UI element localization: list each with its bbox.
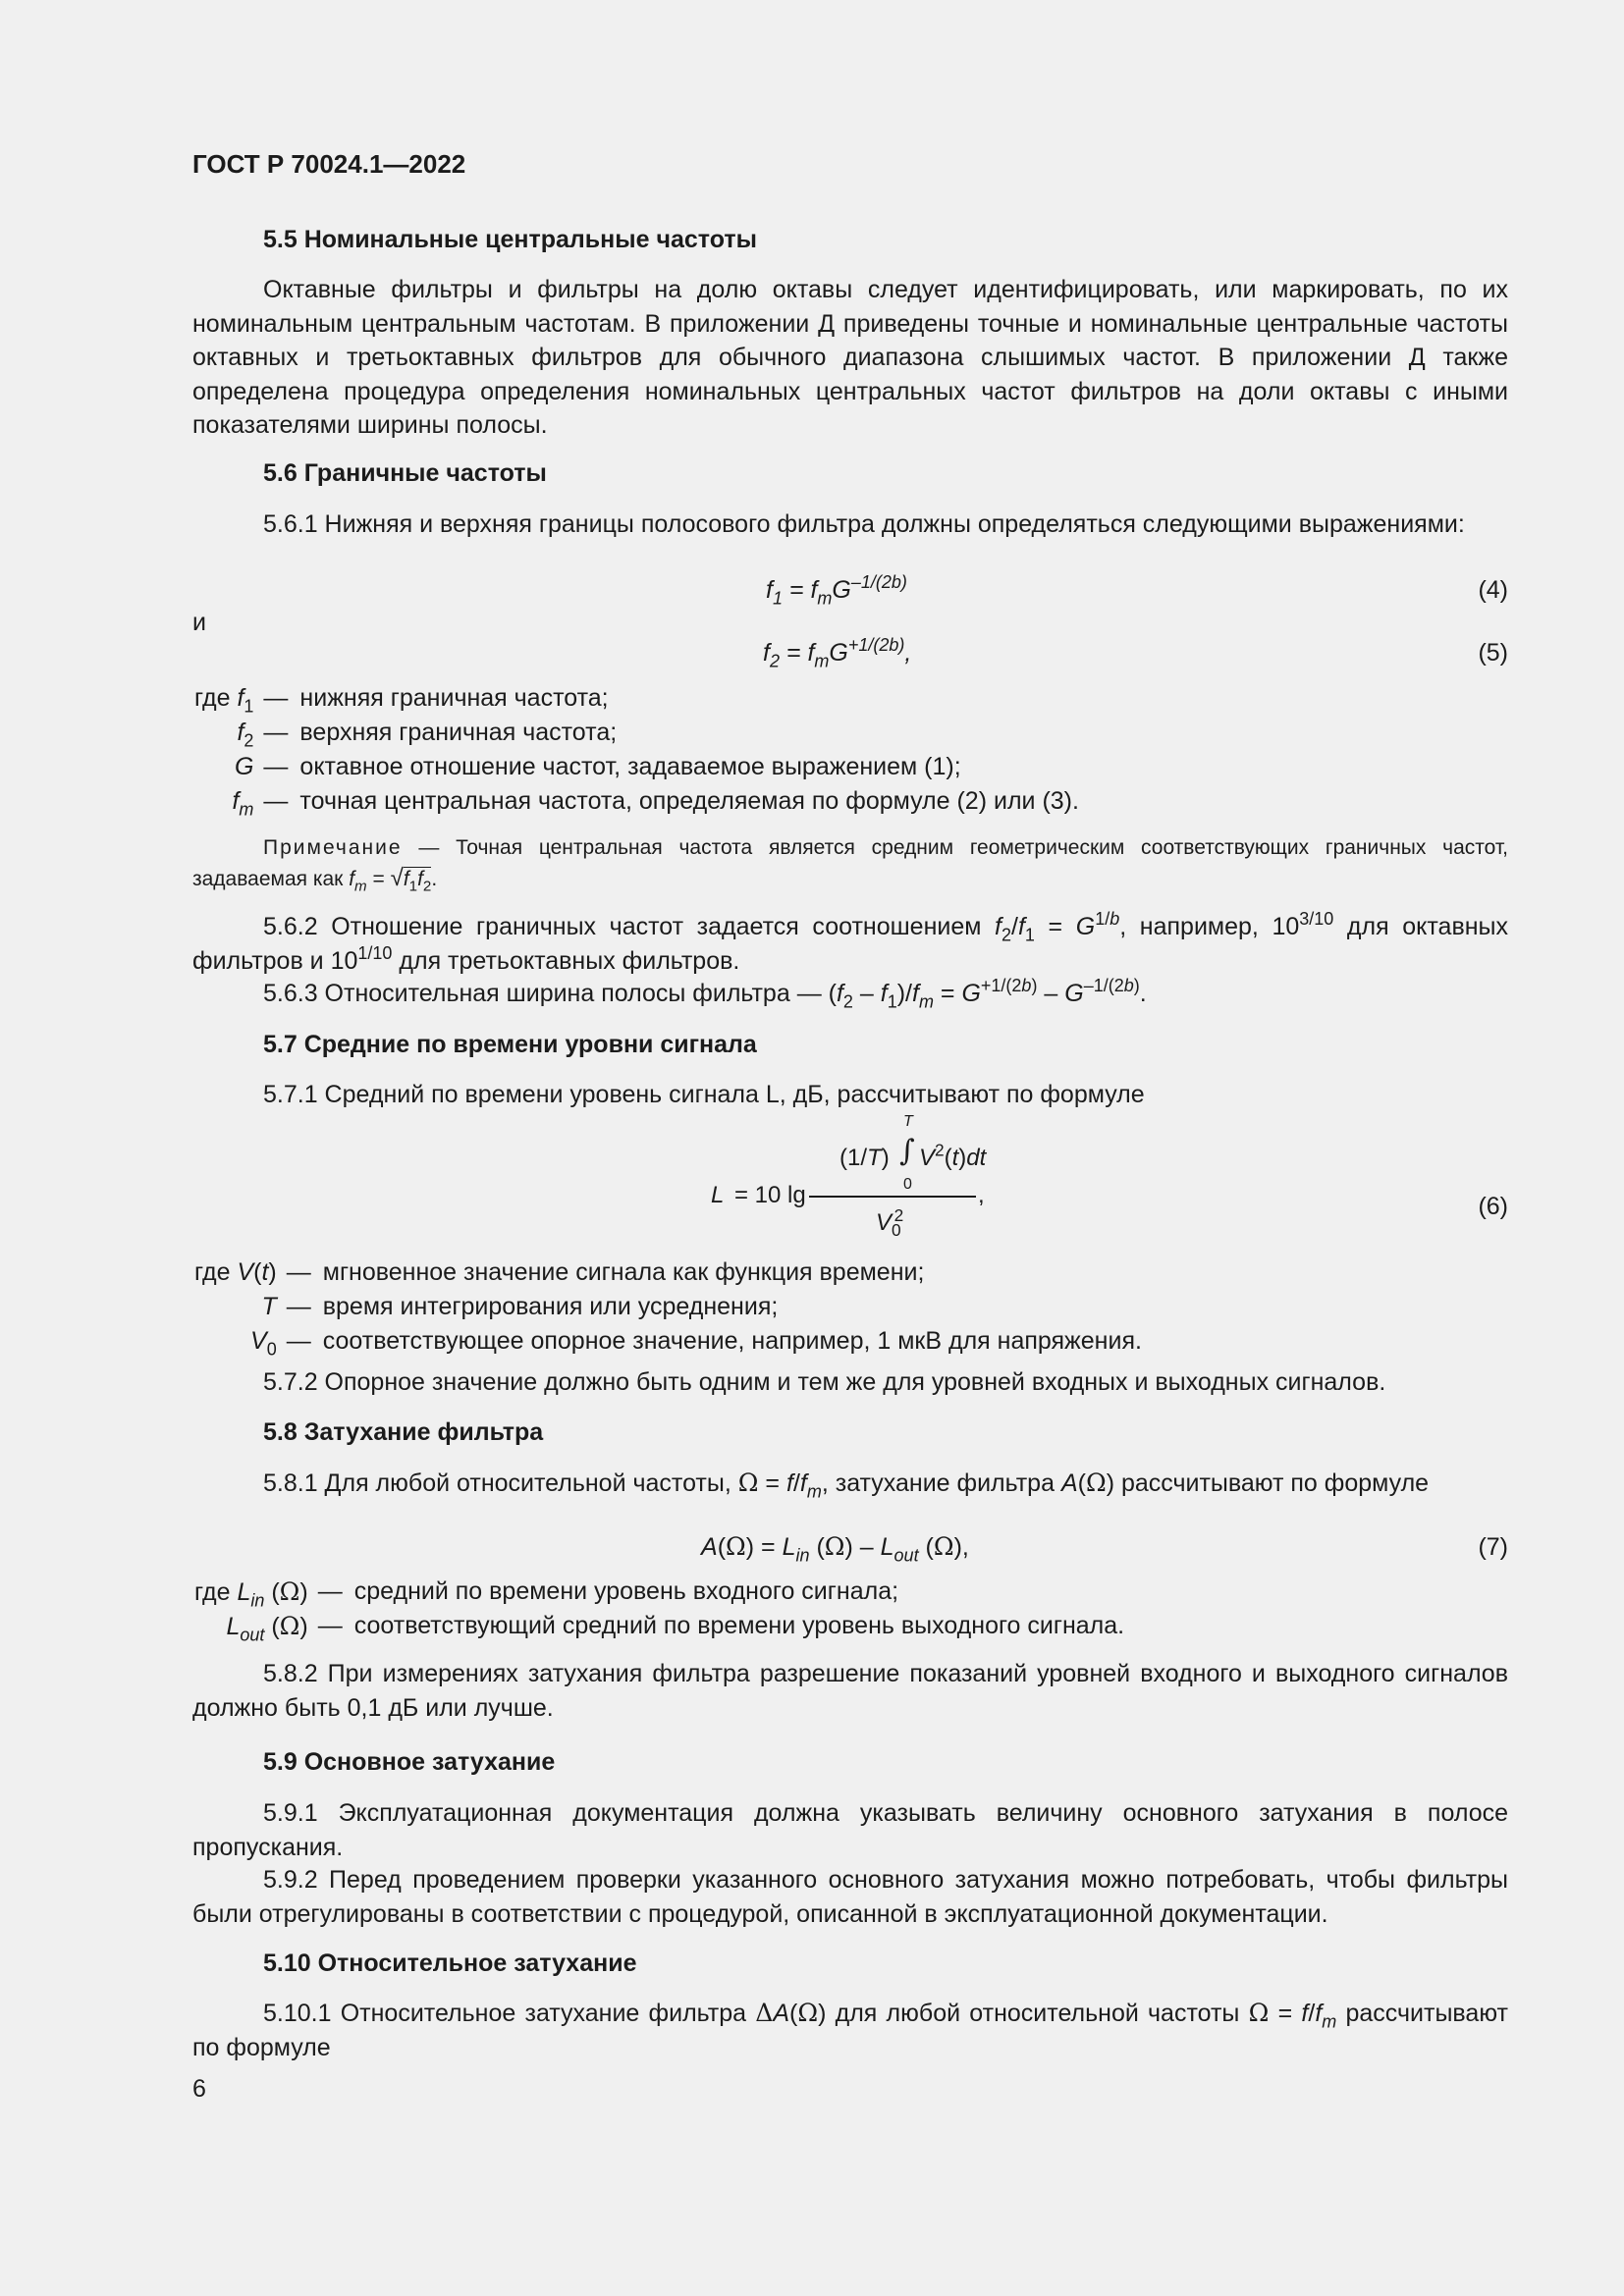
section-5-6-title: 5.6 Граничные частоты [263,459,547,487]
paragraph-5-8-1: 5.8.1 Для любой относительной частоты, $\Omega = f/f_m$, затухание фильтра A(Ω) рассчитывают по формуле [263,1468,1430,1502]
equation-7: $A(\Omega) = L_{in}$ $(\Omega) - L_{out}$ (Ω), [701,1532,969,1566]
definitions-list-5-6 [194,681,1079,819]
paragraph-5-6-3: 5.6.3 Относительная ширина полосы фильтра — $(f_2 - f_1)/f_m = G^{+1/(2b)} - G^{-1/(2b)}$. [263,976,1147,1012]
definition-row: $f_m$ — точная центральная частота, определяемая по формуле (2) или (3). [194,784,1079,819]
definition-row: $f_2$ — верхняя граничная частота; [194,716,1079,750]
section-5-7-title: 5.7 Средние по времени уровни сигнала [263,1031,757,1058]
paragraph-5-10-1: 5.10.1 Относительное затухание фильтра ΔA(Ω) для любой относительной частоты $\Omega = f/f_m$ рассчитывают по формуле [192,1999,1508,2061]
paragraph-5-6-1: 5.6.1 Нижняя и верхняя границы полосового фильтра должны определяться следующими выражениями: [263,510,1465,538]
equation-5: $f_2 = f_mG^{+1/(2b)}$, [763,635,912,671]
paragraph-5-6-2: 5.6.2 Отношение граничных частот задается соотношением $f_2/f_1 = G^{1/b}$, например, $10^{3/10}$ для октавных фильтров и $10^{1/10}$ для третьоктавных фильтров. [192,909,1509,975]
note-label: Примечание [263,836,403,859]
paragraph-5-7-2: 5.7.2 Опорное значение должно быть одним и тем же для уровней входных и выходных сигналов. [263,1368,1386,1396]
definition-row: где $f_1$ — нижняя граничная частота; [194,681,1079,716]
definition-text: верхняя граничная частота; [299,719,618,746]
document-header: ГОСТ Р 70024.1—2022 [192,149,466,179]
paragraph-5-8-2: 5.8.2 При измерениях затухания фильтра разрешение показаний уровней входного и выходного сигналов должно быть 0,1 дБ или лучше. [192,1660,1508,1722]
document-page [192,0,1508,2296]
definition-row: $V_0$ — соответствующее опорное значение, например, 1 мкВ для напряжения. [194,1324,1142,1359]
definition-row: $L_{out}$ (Ω) — соответствующий средний по времени уровень выходного сигнала. [194,1609,1124,1643]
definition-text: октавное отношение частот, задаваемое выражением (1); [299,753,961,780]
note-text: — Точная центральная частота является средним геометрическим соответствующих граничных частот, задаваемая как [192,836,1508,890]
paragraph-5-9-2: 5.9.2 Перед проведением проверки указанного основного затухания можно потребовать, чтобы фильтры были отрегулированы в соответствии с процедурой, описанной в эксплуатационной документации. [192,1866,1508,1928]
definition-text: соответствующий средний по времени уровень выходного сигнала. [353,1612,1125,1639]
section-5-10-title: 5.10 Относительное затухание [263,1949,637,1977]
definition-text: точная центральная частота, определяемая по формуле (2) или (3). [299,787,1079,815]
definition-text: средний по времени уровень входного сигнала; [353,1577,899,1605]
definitions-list-5-8 [194,1575,1124,1643]
definition-row: G — октавное отношение частот, задаваемое выражением (1); [194,750,1079,784]
section-5-5-title: 5.5 Номинальные центральные частоты [263,226,757,253]
equation-6: L = 10 lg (1/T) T ∫ 0 $V^2(t)dt$ $V_0^2$ , [711,1113,987,1241]
section-5-5-paragraph: Октавные фильтры и фильтры на долю октавы следует идентифицировать, или маркировать, по их номинальным центральным частотам. В приложении Д приведены точные и номинальные центральные частоты октавных и третьоктавных фильтров для обычного диапазона слышимых частот. В приложении Д также определена процедура определения номинальных центральных частот фильтров на доли октавы с иными показателями ширины полосы. [192,276,1508,439]
note-5-6: Примечание — Точная центральная частота является средним геометрическим соответствующих граничных частот, задаваемая как $f_m = √f_1f_2$. [192,836,1508,895]
paragraph-5-7-1: 5.7.1 Средний по времени уровень сигнала L, дБ, рассчитывают по формуле [263,1081,1145,1108]
definitions-list-5-7 [194,1255,1142,1359]
section-5-8-title: 5.8 Затухание фильтра [263,1418,544,1446]
paragraph-5-9-1: 5.9.1 Эксплуатационная документация должна указывать величину основного затухания в полосе пропускания. [192,1799,1508,1861]
equation-6-number: (6) [1478,1193,1508,1220]
where-word: где [194,684,231,712]
definition-text: соответствующее опорное значение, например, 1 мкВ для напряжения. [322,1327,1142,1355]
equation-4: $f_1 = f_mG^{-1/(2b)}$ [766,572,907,609]
page-number: 6 [192,2075,206,2103]
definition-text: мгновенное значение сигнала как функция времени; [322,1258,925,1286]
equation-7-number: (7) [1478,1533,1508,1561]
definition-text: время интегрирования или усреднения; [322,1293,779,1320]
definition-row: где V(t) — мгновенное значение сигнала как функция времени; [194,1255,1142,1290]
equation-4-number: (4) [1478,576,1508,604]
and-word: и [192,609,206,636]
definition-row: T — время интегрирования или усреднения; [194,1290,1142,1324]
definition-text: нижняя граничная частота; [299,684,609,712]
equation-5-number: (5) [1478,639,1508,667]
definition-row: где $L_{in}$ (Ω) — средний по времени уровень входного сигнала; [194,1575,1124,1609]
section-5-9-title: 5.9 Основное затухание [263,1748,556,1776]
